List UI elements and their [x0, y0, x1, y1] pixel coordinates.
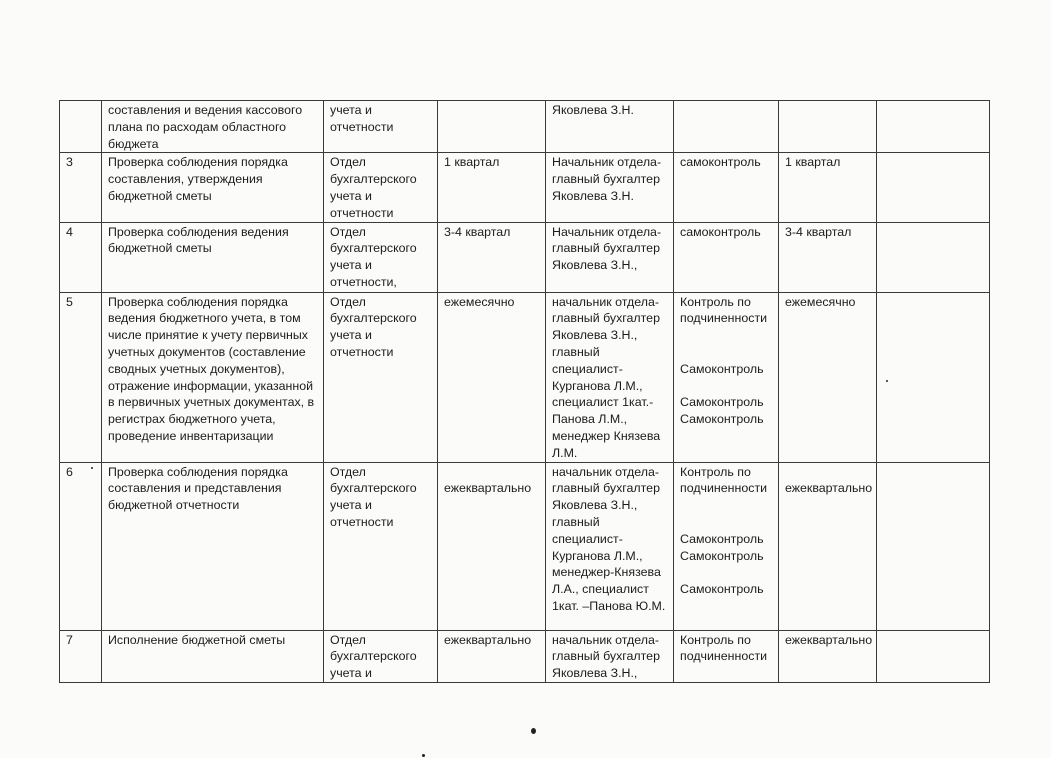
period-cell: 3-4 квартал — [438, 222, 546, 292]
responsible-cell: начальник отдела- главный бухгалтер Яковлева З.Н., главный специалист- Курганова Л.М., специалист 1кат.- Панова Л.М., менеджер Князева Л.М. — [546, 292, 674, 462]
empty-cell — [877, 630, 990, 682]
scan-speck — [422, 754, 425, 757]
table-row — [60, 292, 990, 462]
check-period-cell: 3-4 квартал — [779, 222, 877, 292]
department-cell: учета и отчетности — [324, 101, 438, 153]
scan-speck — [886, 380, 888, 382]
period-cell: ежеквартально — [438, 462, 546, 630]
check-period-cell: ежемесячно — [779, 292, 877, 462]
responsible-cell: Яковлева З.Н. — [546, 101, 674, 153]
row-number — [60, 101, 102, 153]
period-cell: 1 квартал — [438, 153, 546, 222]
period-cell: ежемесячно — [438, 292, 546, 462]
empty-cell — [877, 292, 990, 462]
responsible-cell: начальник отдела- главный бухгалтер Яковлева З.Н., — [546, 630, 674, 682]
department-cell: Отдел бухгалтерского учета и отчетности, — [324, 222, 438, 292]
control-method-cell — [674, 101, 779, 153]
row-number: 7 — [60, 630, 102, 682]
check-period-cell — [779, 101, 877, 153]
task-cell: Проверка соблюдения порядка составления и представления бюджетной отчетности — [102, 462, 324, 630]
table-row — [60, 462, 990, 630]
responsible-cell: начальник отдела- главный бухгалтер Яковлева З.Н., главный специалист- Курганова Л.М., менеджер-Князева Л.А., специалист 1кат. –Панова Ю.М. — [546, 462, 674, 630]
department-cell: Отдел бухгалтерского учета и отчетности — [324, 153, 438, 222]
scan-speck — [91, 467, 93, 469]
row-number: 5 — [60, 292, 102, 462]
task-cell: Проверка соблюдения порядка составления, утверждения бюджетной сметы — [102, 153, 324, 222]
task-cell: составления и ведения кассового плана по расходам областного бюджета — [102, 101, 324, 153]
empty-cell — [877, 222, 990, 292]
row-number: 4 — [60, 222, 102, 292]
task-cell: Проверка соблюдения ведения бюджетной сметы — [102, 222, 324, 292]
task-cell: Проверка соблюдения порядка ведения бюджетного учета, в том числе принятие к учету первичных учетных документов (составление сводных учетных документов), отражение информации, указанной в первичных учетных документах, в регистрах бюджетного учета, проведение инвентаризации — [102, 292, 324, 462]
table-row — [60, 630, 990, 682]
control-method-cell: Контроль по подчиненности Самоконтроль Самоконтроль Самоконтроль — [674, 462, 779, 630]
control-plan-table — [59, 100, 990, 683]
control-method-cell: Контроль по подчиненности Самоконтроль Самоконтроль Самоконтроль — [674, 292, 779, 462]
control-method-cell: самоконтроль — [674, 153, 779, 222]
period-cell: ежеквартально — [438, 630, 546, 682]
check-period-cell: ежеквартально — [779, 630, 877, 682]
control-method-cell: самоконтроль — [674, 222, 779, 292]
department-cell: Отдел бухгалтерского учета и отчетности — [324, 292, 438, 462]
responsible-cell: Начальник отдела- главный бухгалтер Яковлева З.Н. — [546, 153, 674, 222]
period-cell — [438, 101, 546, 153]
task-cell: Исполнение бюджетной сметы — [102, 630, 324, 682]
scan-speck — [531, 728, 536, 734]
empty-cell — [877, 101, 990, 153]
responsible-cell: Начальник отдела- главный бухгалтер Яковлева З.Н., — [546, 222, 674, 292]
row-number: 6 — [60, 462, 102, 630]
check-period-cell: ежеквартально — [779, 462, 877, 630]
department-cell: Отдел бухгалтерского учета и отчетности — [324, 462, 438, 630]
empty-cell — [877, 153, 990, 222]
table-row — [60, 153, 990, 222]
control-method-cell: Контроль по подчиненности — [674, 630, 779, 682]
table-row — [60, 222, 990, 292]
table-row — [60, 101, 990, 153]
row-number: 3 — [60, 153, 102, 222]
empty-cell — [877, 462, 990, 630]
check-period-cell: 1 квартал — [779, 153, 877, 222]
department-cell: Отдел бухгалтерского учета и — [324, 630, 438, 682]
